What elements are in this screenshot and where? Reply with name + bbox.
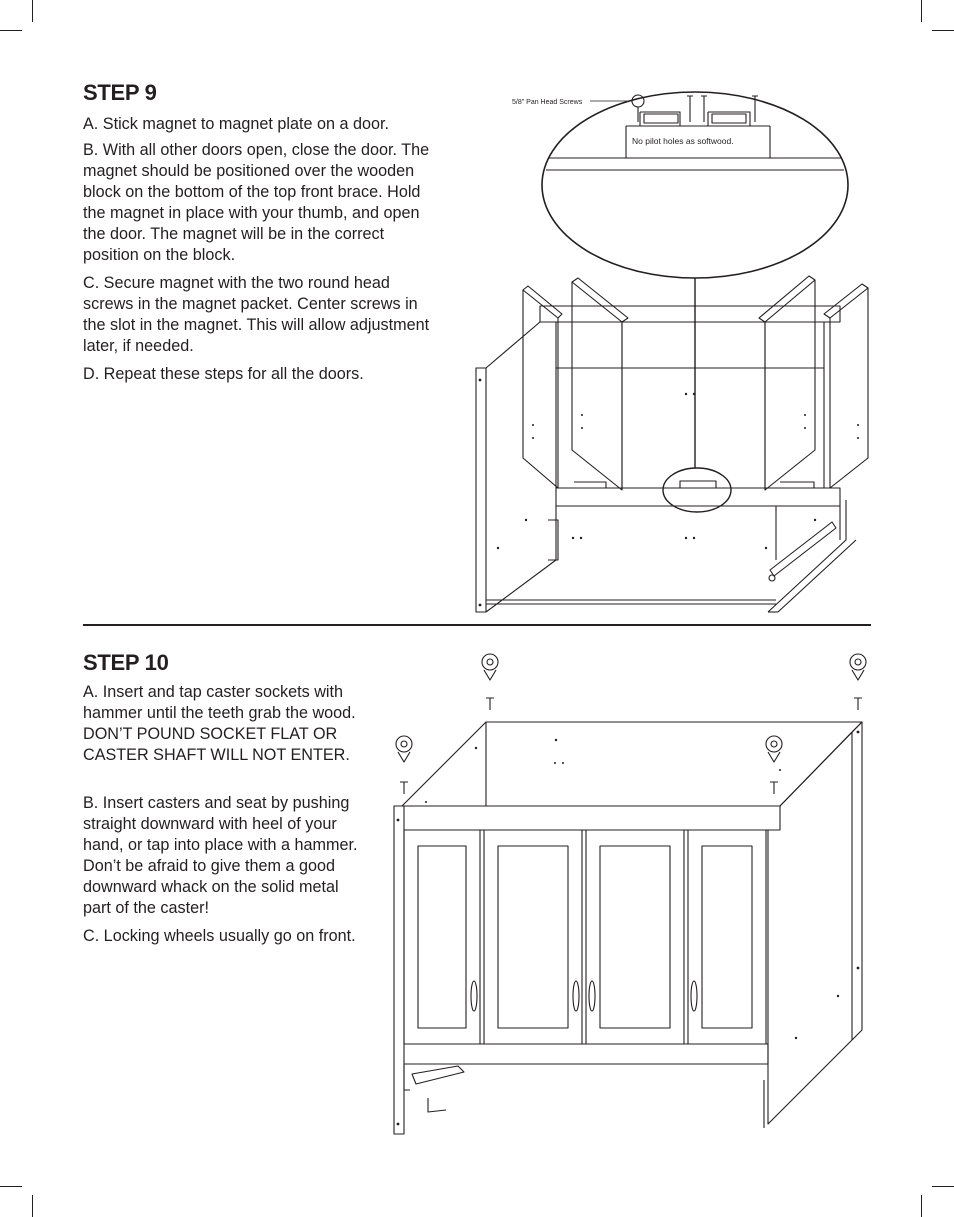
step-10-cabinet-illustration [394, 654, 866, 1134]
caster-icon [396, 736, 412, 794]
step-9-cabinet-illustration [476, 92, 868, 612]
caster-icon [482, 654, 498, 710]
caster-icon [766, 736, 782, 794]
step-9-instruction-b: B. With all other doors open, close the door. The magnet should be positioned over the wooden block on the bottom of the top front brace. Hold the magnet in place with your thumb, and open the door. The magnet will be in the correct position on the block. [83, 141, 430, 264]
step-9-title: STEP 9 [83, 80, 157, 105]
step-9-instruction-c: C. Secure magnet with the two round head screws in the magnet packet. Center screws in the slot in the magnet. This will allow adjustment later, if needed. [83, 274, 430, 355]
cabinet-doors [404, 830, 766, 1044]
step-10-title: STEP 10 [83, 650, 169, 675]
callout-pilot-note: No pilot holes as softwood. [632, 136, 734, 146]
step-9-instruction-d: D. Repeat these steps for all the doors. [83, 365, 364, 383]
step-9-instruction-a: A. Stick magnet to magnet plate on a door. [83, 115, 389, 133]
step-10-instruction-c: C. Locking wheels usually go on front. [83, 927, 356, 945]
step-10-instruction-b: B. Insert casters and seat by pushing straight downward with heel of your hand, or tap into place with a hammer. Don’t be afraid to give them a good downward whack on the solid metal part of the caster! [83, 794, 358, 917]
door-handles [471, 981, 697, 1011]
callout-screws-label: 5/8" Pan Head Screws [512, 99, 583, 106]
step-10-instruction-a: A. Insert and tap caster sockets with hammer until the teeth grab the wood. DON’T POUND SOCKET FLAT OR CASTER SHAFT WILL NOT ENTER. [83, 683, 356, 764]
caster-icon [850, 654, 866, 710]
